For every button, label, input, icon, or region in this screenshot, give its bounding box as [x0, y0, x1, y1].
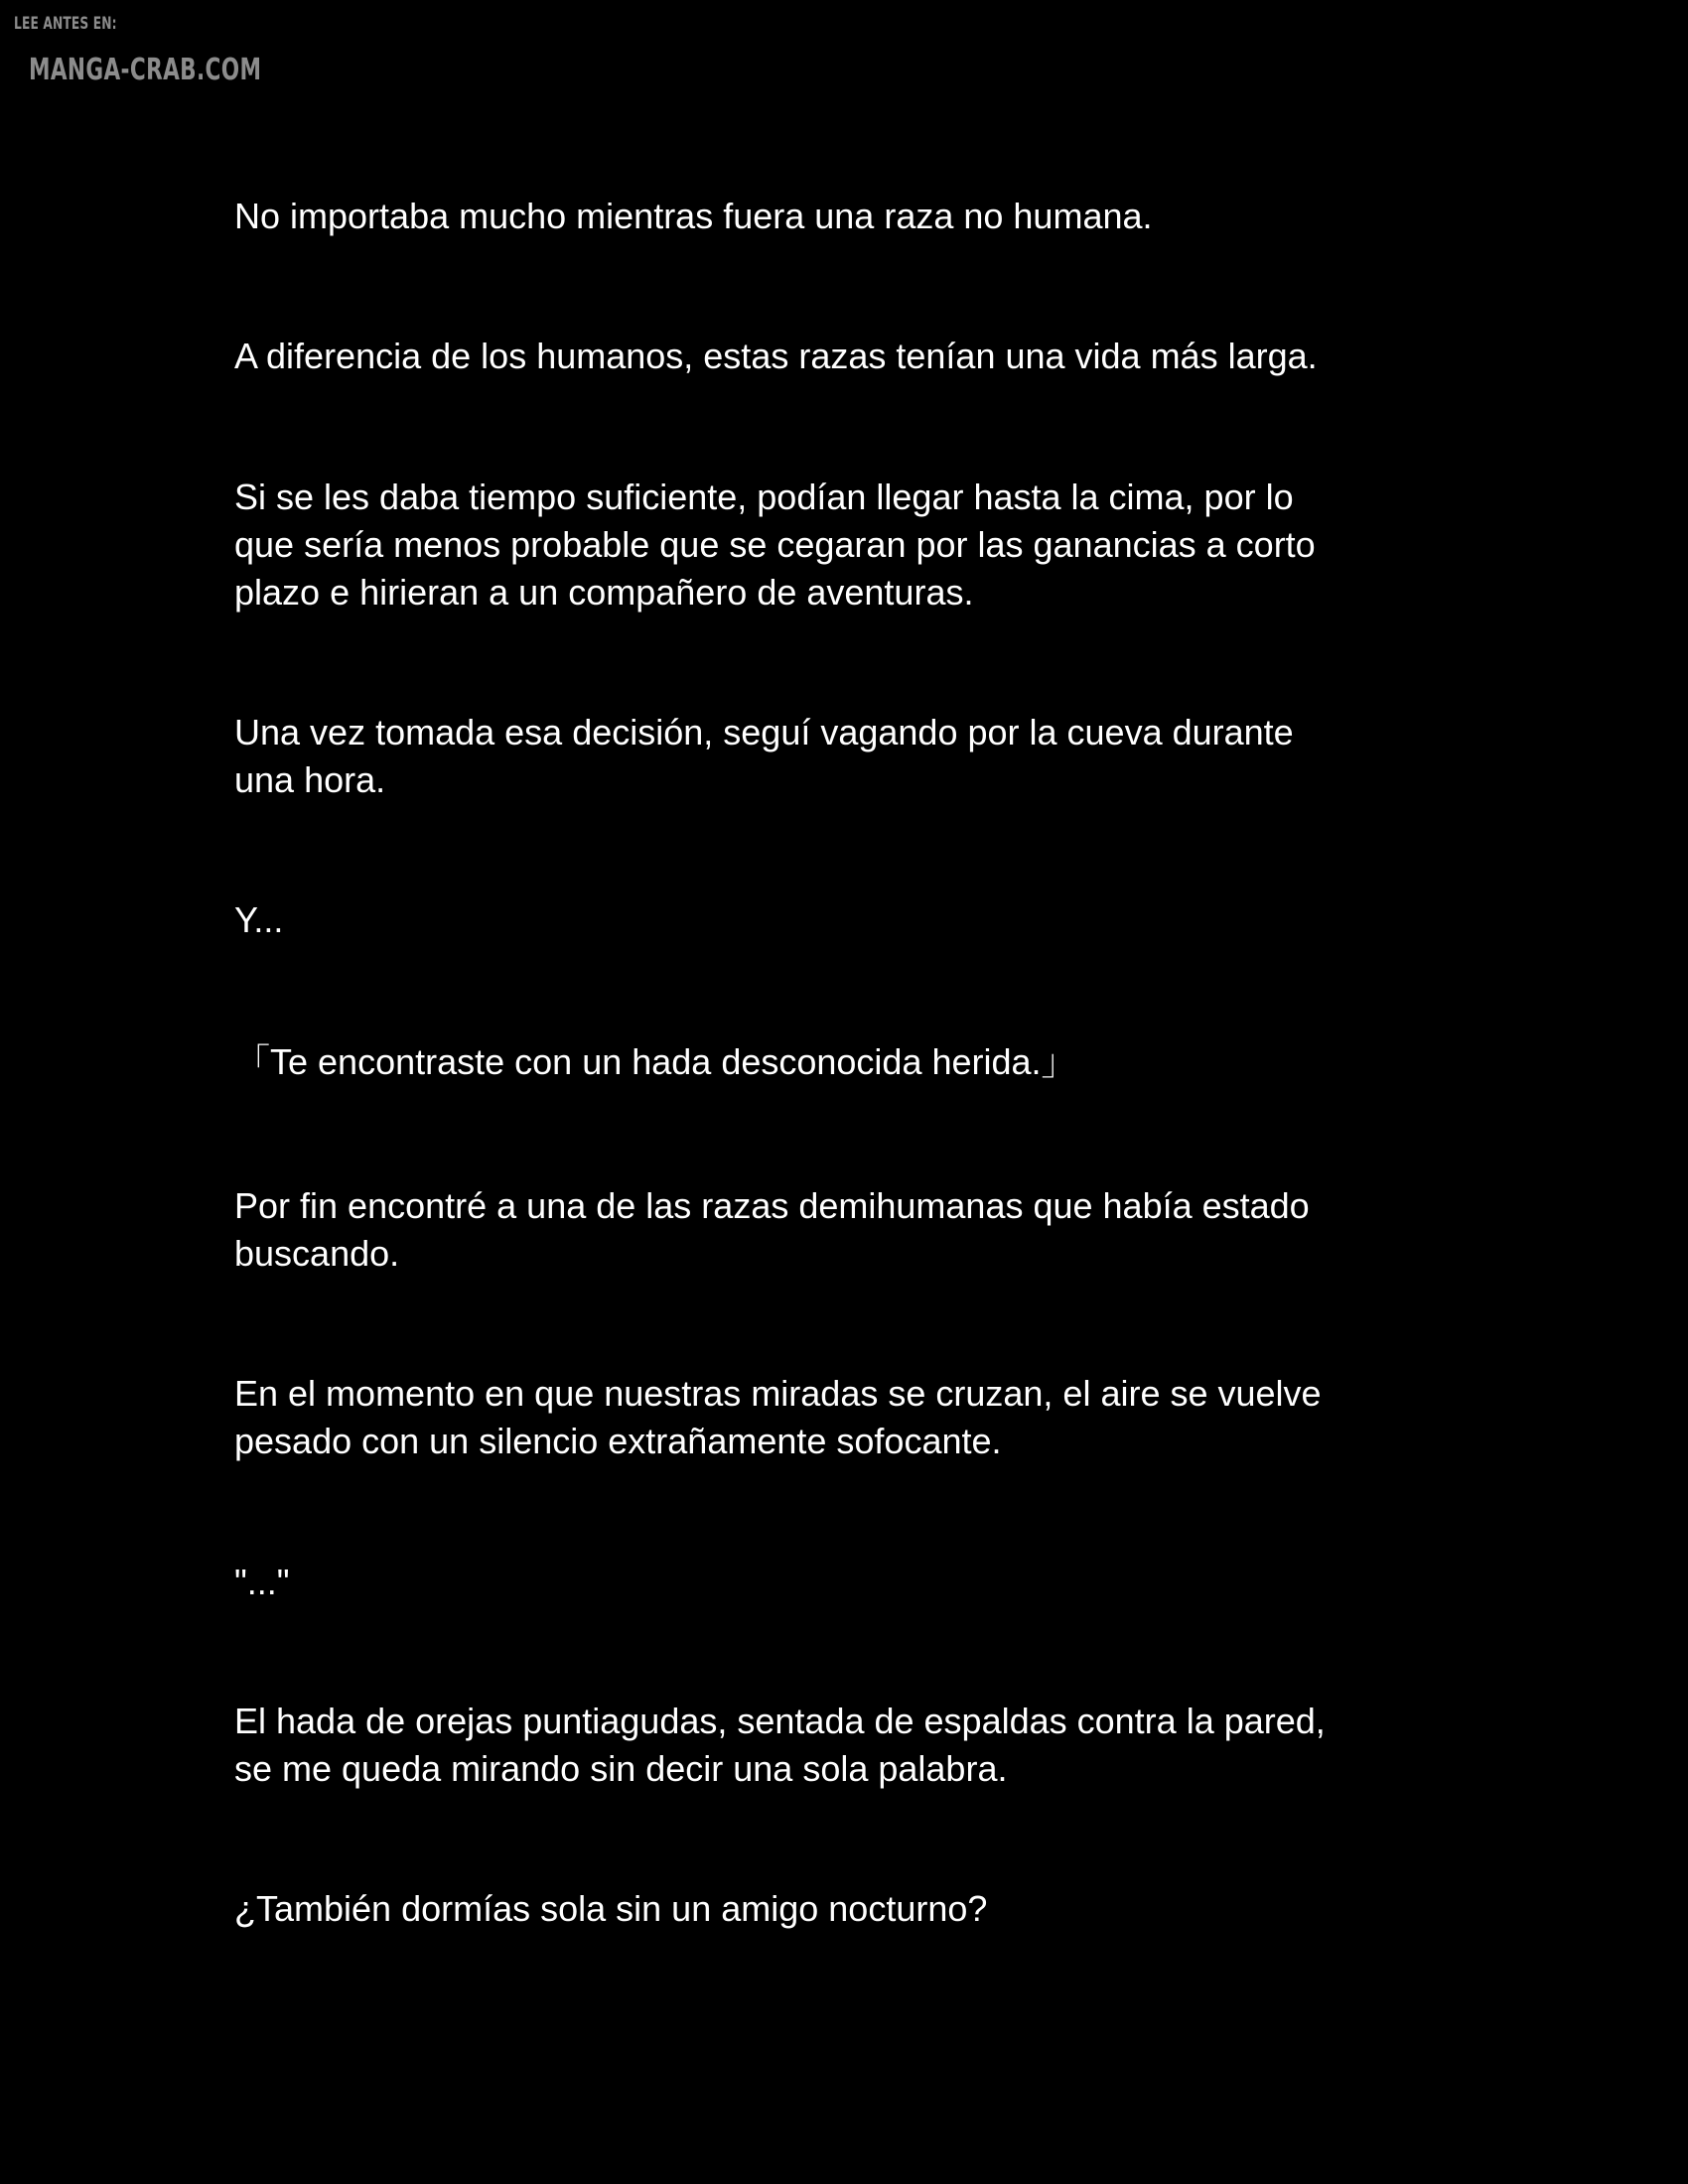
- paragraph-3: Si se les daba tiempo suficiente, podían llegar hasta la cima, por lo que sería menos probable que se cegaran por las ganancias a corto plazo e hirieran a un compañero de aventuras.: [234, 477, 1316, 613]
- site-watermark: [14, 8, 352, 87]
- watermark-site-url: MANGA-CRAB.COM: [29, 53, 262, 87]
- paragraph-7: Por fin encontré a una de las razas demihumanas que había estado buscando.: [234, 1185, 1310, 1274]
- paragraph-4: Una vez tomada esa decisión, seguí vagando por la cueva durante una hora.: [234, 712, 1294, 800]
- paragraph-1: No importaba mucho mientras fuera una raza no humana.: [234, 196, 1153, 236]
- paragraph-9-dialogue: "...": [234, 1562, 290, 1602]
- watermark-read-first-label: LEE ANTES EN:: [14, 14, 117, 34]
- paragraph-10: El hada de orejas puntiagudas, sentada de espaldas contra la pared, se me queda mirando sin decir una sola palabra.: [234, 1701, 1326, 1789]
- paragraph-6-system-message: 「Te encontraste con un hada desconocida herida.」: [234, 1041, 1077, 1082]
- paragraph-8: En el momento en que nuestras miradas se cruzan, el aire se vuelve pesado con un silencio extrañamente sofocante.: [234, 1373, 1322, 1461]
- paragraph-2: A diferencia de los humanos, estas razas tenían una vida más larga.: [234, 336, 1318, 376]
- paragraph-11: ¿También dormías sola sin un amigo nocturno?: [234, 1888, 988, 1929]
- paragraph-5: Y...: [234, 899, 284, 940]
